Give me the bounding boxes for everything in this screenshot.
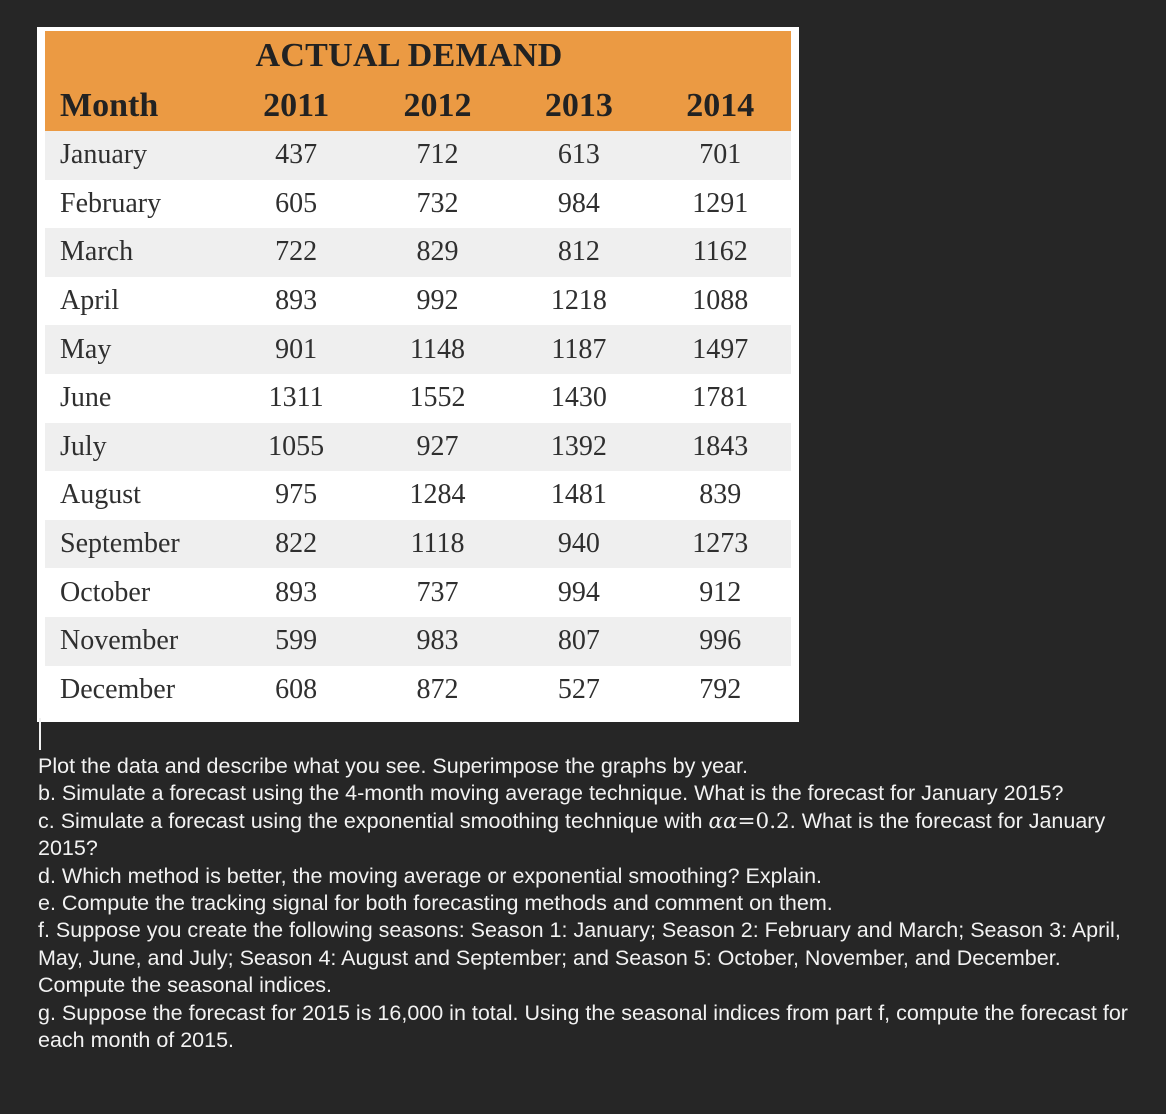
demand-value-cell: 599 [225, 617, 366, 666]
month-cell: March [45, 228, 225, 277]
demand-value-cell: 1284 [367, 471, 508, 520]
month-cell: September [45, 520, 225, 569]
demand-value-cell: 912 [650, 568, 791, 617]
question-c [38, 808, 1148, 863]
demand-value-cell: 927 [367, 423, 508, 472]
year-column-header: 2011 [225, 81, 366, 131]
demand-value-cell: 1497 [650, 325, 791, 374]
demand-value-cell: 1481 [508, 471, 649, 520]
demand-table-body [45, 131, 791, 714]
super-header-row [45, 31, 791, 81]
demand-value-cell: 712 [367, 131, 508, 180]
demand-value-cell: 1187 [508, 325, 649, 374]
demand-value-cell: 701 [650, 131, 791, 180]
table-row [45, 471, 791, 520]
demand-value-cell: 1781 [650, 374, 791, 423]
month-cell: June [45, 374, 225, 423]
demand-value-cell: 1843 [650, 423, 791, 472]
demand-value-cell: 829 [367, 228, 508, 277]
demand-value-cell: 792 [650, 666, 791, 715]
demand-value-cell: 1162 [650, 228, 791, 277]
demand-value-cell: 613 [508, 131, 649, 180]
demand-value-cell: 994 [508, 568, 649, 617]
alpha-value: =0.2 [737, 808, 790, 834]
month-cell: January [45, 131, 225, 180]
demand-value-cell: 975 [225, 471, 366, 520]
demand-value-cell: 984 [508, 180, 649, 229]
table-row [45, 325, 791, 374]
text-cursor [39, 718, 41, 750]
demand-value-cell: 737 [367, 568, 508, 617]
table-row [45, 666, 791, 715]
super-header-spacer [45, 31, 225, 81]
demand-value-cell: 822 [225, 520, 366, 569]
table-row [45, 520, 791, 569]
demand-value-cell: 1273 [650, 520, 791, 569]
demand-value-cell: 940 [508, 520, 649, 569]
demand-value-cell: 893 [225, 568, 366, 617]
demand-value-cell: 1088 [650, 277, 791, 326]
demand-value-cell: 839 [650, 471, 791, 520]
table-row [45, 423, 791, 472]
demand-value-cell: 996 [650, 617, 791, 666]
demand-value-cell: 992 [367, 277, 508, 326]
demand-value-cell: 608 [225, 666, 366, 715]
demand-value-cell: 901 [225, 325, 366, 374]
year-column-header: 2013 [508, 81, 649, 131]
month-cell: April [45, 277, 225, 326]
demand-value-cell: 1552 [367, 374, 508, 423]
demand-value-cell: 1055 [225, 423, 366, 472]
actual-demand-heading: ACTUAL DEMAND [225, 31, 791, 81]
month-cell: November [45, 617, 225, 666]
demand-value-cell: 722 [225, 228, 366, 277]
table-row [45, 568, 791, 617]
demand-value-cell: 1118 [367, 520, 508, 569]
demand-value-cell: 527 [508, 666, 649, 715]
table-row [45, 374, 791, 423]
question-b: b. Simulate a forecast using the 4-month moving average technique. What is the forecast for January 2015? [38, 781, 1064, 806]
alpha-symbol: αα [708, 808, 738, 834]
demand-value-cell: 1218 [508, 277, 649, 326]
demand-value-cell: 1148 [367, 325, 508, 374]
question-g: g. Suppose the forecast for 2015 is 16,000 in total. Using the seasonal indices from part f, compute the forecast for each month of 2015. [38, 1000, 1128, 1053]
demand-value-cell: 893 [225, 277, 366, 326]
month-cell: February [45, 180, 225, 229]
question-text [38, 753, 1148, 1054]
table-row [45, 131, 791, 180]
question-a: Plot the data and describe what you see. Superimpose the graphs by year. [38, 754, 748, 778]
demand-value-cell: 807 [508, 617, 649, 666]
demand-value-cell: 1291 [650, 180, 791, 229]
demand-value-cell: 1311 [225, 374, 366, 423]
question-f: f. Suppose you create the following seasons: Season 1: January; Season 2: February and March; Season 3: April, May, June, and July; Season 4: August and September; and Season 5: October, November, and December. Compute the seasonal indices. [38, 918, 1121, 998]
month-column-header: Month [45, 81, 225, 131]
demand-value-cell: 872 [367, 666, 508, 715]
demand-value-cell: 605 [225, 180, 366, 229]
table-row [45, 277, 791, 326]
demand-value-cell: 732 [367, 180, 508, 229]
year-header-row [45, 81, 791, 131]
demand-value-cell: 1430 [508, 374, 649, 423]
month-cell: May [45, 325, 225, 374]
demand-value-cell: 983 [367, 617, 508, 666]
month-cell: August [45, 471, 225, 520]
question-c-lead: c. Simulate a forecast using the exponential smoothing technique with [38, 808, 709, 833]
question-c-tail: . What is the forecast for January 2015? [38, 808, 1106, 861]
month-cell: July [45, 423, 225, 472]
question-d: d. Which method is better, the moving average or exponential smoothing? Explain. [38, 863, 823, 888]
month-cell: December [45, 666, 225, 715]
table-row [45, 228, 791, 277]
demand-table-card [37, 27, 799, 722]
actual-demand-table [45, 31, 791, 714]
question-e: e. Compute the tracking signal for both forecasting methods and comment on them. [38, 891, 833, 916]
demand-value-cell: 1392 [508, 423, 649, 472]
year-column-header: 2012 [367, 81, 508, 131]
table-row [45, 180, 791, 229]
month-cell: October [45, 568, 225, 617]
demand-value-cell: 812 [508, 228, 649, 277]
table-row [45, 617, 791, 666]
demand-value-cell: 437 [225, 131, 366, 180]
year-column-header: 2014 [650, 81, 791, 131]
